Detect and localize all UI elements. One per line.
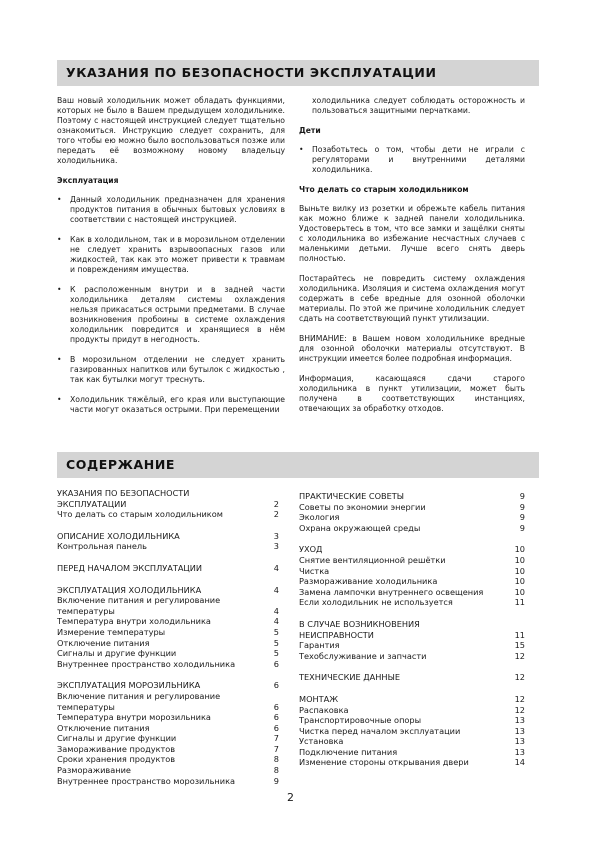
toc-entry-title: Охрана окружающей среды	[299, 522, 421, 533]
toc-section	[57, 488, 279, 520]
toc-entry-page: 13	[514, 725, 525, 736]
toc-entry-page: 6	[273, 712, 279, 723]
toc-left-column	[57, 488, 279, 797]
toc-entry-page: 10	[514, 565, 525, 576]
toc-entry-page: 6	[273, 701, 279, 712]
toc-right-column	[299, 491, 525, 779]
toc-entry	[299, 544, 525, 555]
toc-entry	[299, 651, 525, 662]
contents-section-banner	[57, 452, 539, 478]
toc-entry	[57, 616, 279, 627]
toc-entry	[57, 585, 279, 596]
toc-entry	[57, 541, 279, 552]
toc-entry-title: В СЛУЧАЕ ВОЗНИКНОВЕНИЯ	[299, 618, 420, 629]
toc-entry-title: ЭКСПЛУАТАЦИИ	[57, 498, 127, 509]
toc-entry	[299, 502, 525, 513]
toc-entry	[57, 606, 279, 617]
toc-entry	[299, 491, 525, 502]
toc-entry-page	[485, 619, 525, 630]
toc-entry-title: НЕИСПРАВНОСТИ	[299, 629, 374, 640]
toc-entry-title: МОНТАЖ	[299, 693, 339, 704]
toc-entry	[57, 691, 279, 702]
toc-entry	[57, 744, 279, 755]
toc-entry-title: ПРАКТИЧЕСКИЕ СОВЕТЫ	[299, 491, 405, 501]
toc-entry-title: Включение питания и регулирование	[57, 690, 221, 701]
toc-entry-title: ЭКСПЛУАТАЦИЯ МОРОЗИЛЬНИКА	[57, 680, 201, 691]
toc-entry-page: 12	[514, 693, 525, 704]
toc-entry-title: Распаковка	[299, 704, 349, 715]
toc-entry-page	[239, 691, 279, 702]
toc-entry	[57, 712, 279, 723]
children-bullet: • Позаботьтесь о том, чтобы дети не играли с регуляторами и внутренними деталями холодильника.	[299, 145, 525, 175]
toc-entry	[57, 648, 279, 659]
toc-entry-page: 5	[273, 626, 279, 637]
toc-entry-title: Чистка	[299, 565, 330, 576]
toc-entry-page: 7	[273, 743, 279, 754]
toc-entry-page: 12	[514, 704, 525, 715]
toc-entry-title: ОПИСАНИЕ ХОЛОДИЛЬНИКА	[57, 530, 180, 541]
toc-entry-page: 6	[273, 722, 279, 733]
toc-entry	[299, 597, 525, 608]
toc-entry-title: Что делать со старым холодильником	[57, 509, 223, 520]
safety-section-title: УКАЗАНИЯ ПО БЕЗОПАСНОСТИ ЭКСПЛУАТАЦИИ	[66, 65, 437, 80]
toc-section	[57, 563, 279, 574]
toc-entry-title: температуры	[57, 605, 115, 616]
toc-entry-title: Экология	[299, 512, 340, 523]
toc-entry	[57, 659, 279, 670]
toc-entry-title: температуры	[57, 701, 115, 712]
safety-section-banner	[57, 60, 539, 86]
toc-entry	[299, 576, 525, 587]
toc-entry-page: 15	[514, 640, 525, 651]
toc-entry	[299, 619, 525, 630]
toc-entry	[299, 705, 525, 716]
toc-entry-title: УХОД	[299, 544, 323, 555]
toc-entry-page: 11	[514, 629, 525, 640]
toc-entry-title: ЭКСПЛУАТАЦИЯ ХОЛОДИЛЬНИКА	[57, 584, 202, 595]
toc-section	[57, 585, 279, 670]
operation-bullet: • В морозильном отделении не следует хранить газированных напитков или бутылок с жидкостью , так как бутылки могут треснуть.	[57, 355, 285, 385]
toc-entry-title: Изменение стороны открывания двери	[299, 757, 469, 768]
toc-entry-title: Контрольная панель	[57, 541, 147, 552]
safety-intro: Ваш новый холодильник может обладать функциями, которых не было в Вашем предыдущем холодильнике. Поэтому с настоящей инструкцией следует тщательно ознакомиться. Инструкцию следует сохранить, для того чтобы ею можно было воспользоваться позже или передать её возможному новому владельцу холодильника.	[57, 96, 285, 165]
toc-entry	[57, 563, 279, 574]
toc-entry	[57, 499, 279, 510]
toc-entry-title: Сигналы и другие функции	[57, 733, 177, 744]
toc-entry-title: Размораживание	[57, 765, 131, 776]
toc-entry	[57, 702, 279, 713]
old-fridge-paragraph: Постарайтесь не повредить систему охлаждения холодильника. Изоляция и система охлаждения могут содержать в себе вредные для озонной оболочки материалы. По этой же причине холодильник следует сдать на соответствующий пункт утилизации.	[299, 274, 525, 323]
toc-entry-title: Размораживание холодильника	[299, 576, 438, 587]
toc-entry-title: Замена лампочки внутреннего освещения	[299, 586, 484, 597]
toc-entry-page	[239, 595, 279, 606]
operation-bullet: • Данный холодильник предназначен для хранения продуктов питания в обычных бытовых условиях в соответствии с настоящей инструкцией.	[57, 195, 285, 225]
toc-section	[299, 491, 525, 533]
toc-entry-title: Если холодильник не используется	[299, 597, 453, 608]
safety-right-column	[299, 96, 525, 424]
old-fridge-paragraph: Выньте вилку из розетки и обрежьте кабель питания как можно ближе к задней панели холодильника. Удостоверьтесь в том, что все замки и защёлки сняты с холодильника во избежание несчастных случаев с маленькими детьми. Лучше всего снять дверь полностью.	[299, 204, 525, 263]
toc-entry	[299, 736, 525, 747]
toc-entry-title: Сроки хранения продуктов	[57, 754, 176, 765]
toc-entry-page: 5	[273, 637, 279, 648]
toc-entry-title: Отключение питания	[57, 722, 150, 733]
toc-entry-title: Чистка перед началом эксплуатации	[299, 725, 461, 736]
operation-bullet-continuation: холодильника следует соблюдать осторожность и пользоваться защитными перчатками.	[312, 96, 525, 115]
toc-entry	[57, 776, 279, 787]
toc-entry-page: 10	[514, 586, 525, 597]
toc-entry-title: ТЕХНИЧЕСКИЕ ДАННЫЕ	[299, 672, 400, 683]
toc-section	[57, 531, 279, 552]
toc-entry	[299, 747, 525, 758]
children-heading: Дети	[299, 126, 321, 135]
old-fridge-paragraph: Информация, касающаяся сдачи старого холодильника в пункт утилизации, может быть получена в соответствующих инстанциях, отвечающих за обработку отходов.	[299, 374, 525, 413]
toc-entry-page: 9	[273, 775, 279, 786]
toc-entry	[57, 680, 279, 691]
toc-entry-page: 9	[519, 501, 525, 512]
toc-entry-page: 13	[514, 746, 525, 757]
toc-entry	[299, 726, 525, 737]
children-bullet-list	[299, 145, 525, 175]
toc-entry-page: 3	[273, 541, 279, 552]
toc-entry-page: 2	[273, 509, 279, 520]
toc-entry	[299, 523, 525, 534]
toc-entry-title: Замораживание продуктов	[57, 743, 176, 754]
toc-entry-page: 8	[273, 754, 279, 765]
toc-entry-page: 5	[273, 648, 279, 659]
operation-bullet-list	[57, 195, 285, 415]
toc-entry-page: 6	[273, 680, 279, 691]
toc-entry-title: Отключение питания	[57, 637, 150, 648]
toc-entry-page: 7	[273, 733, 279, 744]
toc-entry-title: Установка	[299, 736, 344, 747]
toc-entry-page	[239, 488, 279, 499]
toc-entry-page: 14	[514, 757, 525, 768]
toc-entry-title: Температура внутри холодильника	[57, 616, 211, 627]
toc-entry	[57, 595, 279, 606]
toc-entry-page: 3	[273, 530, 279, 541]
toc-entry	[57, 531, 279, 542]
toc-entry-title: Советы по экономии энергии	[299, 501, 426, 512]
toc-entry-page: 9	[519, 512, 525, 523]
toc-entry	[57, 754, 279, 765]
toc-entry-page: 9	[519, 491, 525, 501]
toc-entry-title: Измерение температуры	[57, 626, 166, 637]
toc-entry	[299, 630, 525, 641]
toc-entry	[57, 627, 279, 638]
toc-entry	[57, 638, 279, 649]
toc-entry	[299, 566, 525, 577]
toc-entry-page: 6	[273, 658, 279, 669]
toc-entry-title: Подключение питания	[299, 746, 398, 757]
toc-entry-page: 13	[514, 736, 525, 747]
page-number: 2	[287, 791, 294, 804]
safety-left-column	[57, 96, 285, 425]
toc-entry-page: 4	[273, 605, 279, 616]
toc-entry	[57, 509, 279, 520]
toc-entry-page: 4	[273, 616, 279, 627]
toc-entry-title: Температура внутри морозильника	[57, 712, 211, 723]
toc-entry	[57, 733, 279, 744]
toc-section	[299, 619, 525, 661]
toc-entry-title: Внутреннее пространство морозильника	[57, 775, 236, 786]
toc-entry-page: 2	[273, 498, 279, 509]
toc-entry-title: УКАЗАНИЯ ПО БЕЗОПАСНОСТИ	[57, 488, 190, 498]
toc-entry-title: Внутреннее пространство холодильника	[57, 658, 236, 669]
operation-bullet: • Как в холодильном, так и в морозильном отделении не следует хранить взрывоопасных газов или жидкостей, так как это может привести к травмам и повреждениям имущества.	[57, 235, 285, 275]
toc-entry-title: Сигналы и другие функции	[57, 648, 177, 659]
toc-entry-title: Снятие вентиляционной решётки	[299, 554, 446, 565]
operation-heading: Эксплуатация	[57, 176, 119, 185]
toc-section	[299, 672, 525, 683]
toc-entry-page: 13	[514, 715, 525, 726]
toc-section	[57, 680, 279, 786]
operation-bullet: • К расположенным внутри и в задней части холодильника деталям системы охлаждения нельзя прикасаться острыми предметами. В случае возникновения пробоины в системе охлаждения холодильник повредится и хранящиеся в нём продукты придут в негодность.	[57, 285, 285, 345]
toc-entry	[57, 765, 279, 776]
old-fridge-warning: ВНИМАНИЕ: в Вашем новом холодильнике вредные для озонной оболочки материалы отсутствуют. В инструкции имеется более подробная информация.	[299, 334, 525, 363]
operation-bullet: • Холодильник тяжёлый, его края или выступающие части могут оказаться острыми. При перемещении	[57, 395, 285, 415]
toc-entry-page: 9	[519, 522, 525, 533]
toc-entry-title: Включение питания и регулирование	[57, 595, 221, 606]
toc-entry-page: 11	[514, 597, 525, 608]
toc-entry-page: 8	[273, 765, 279, 776]
toc-entry	[299, 715, 525, 726]
old-fridge-heading: Что делать со старым холодильником	[299, 185, 469, 194]
toc-entry	[299, 757, 525, 768]
toc-entry	[299, 694, 525, 705]
toc-entry-page: 10	[514, 544, 525, 555]
toc-entry-title: ПЕРЕД НАЧАЛОМ ЭКСПЛУАТАЦИИ	[57, 562, 203, 573]
toc-entry-page: 10	[514, 554, 525, 565]
toc-entry	[299, 555, 525, 566]
toc-entry-title: Техобслуживание и запчасти	[299, 650, 427, 661]
toc-entry	[57, 488, 279, 499]
toc-entry	[299, 672, 525, 683]
toc-entry-page: 4	[273, 584, 279, 595]
toc-entry-page: 4	[273, 562, 279, 573]
toc-entry-title: Транспортировочные опоры	[299, 715, 422, 726]
contents-section-title: СОДЕРЖАНИЕ	[66, 457, 176, 472]
toc-entry	[299, 640, 525, 651]
toc-entry	[57, 723, 279, 734]
toc-entry	[299, 512, 525, 523]
toc-entry-page: 12	[514, 672, 525, 683]
toc-entry-page: 10	[514, 576, 525, 587]
toc-section	[299, 544, 525, 608]
toc-entry	[299, 587, 525, 598]
toc-entry-page: 12	[514, 650, 525, 661]
toc-entry-title: Гарантия	[299, 640, 340, 651]
toc-section	[299, 694, 525, 768]
